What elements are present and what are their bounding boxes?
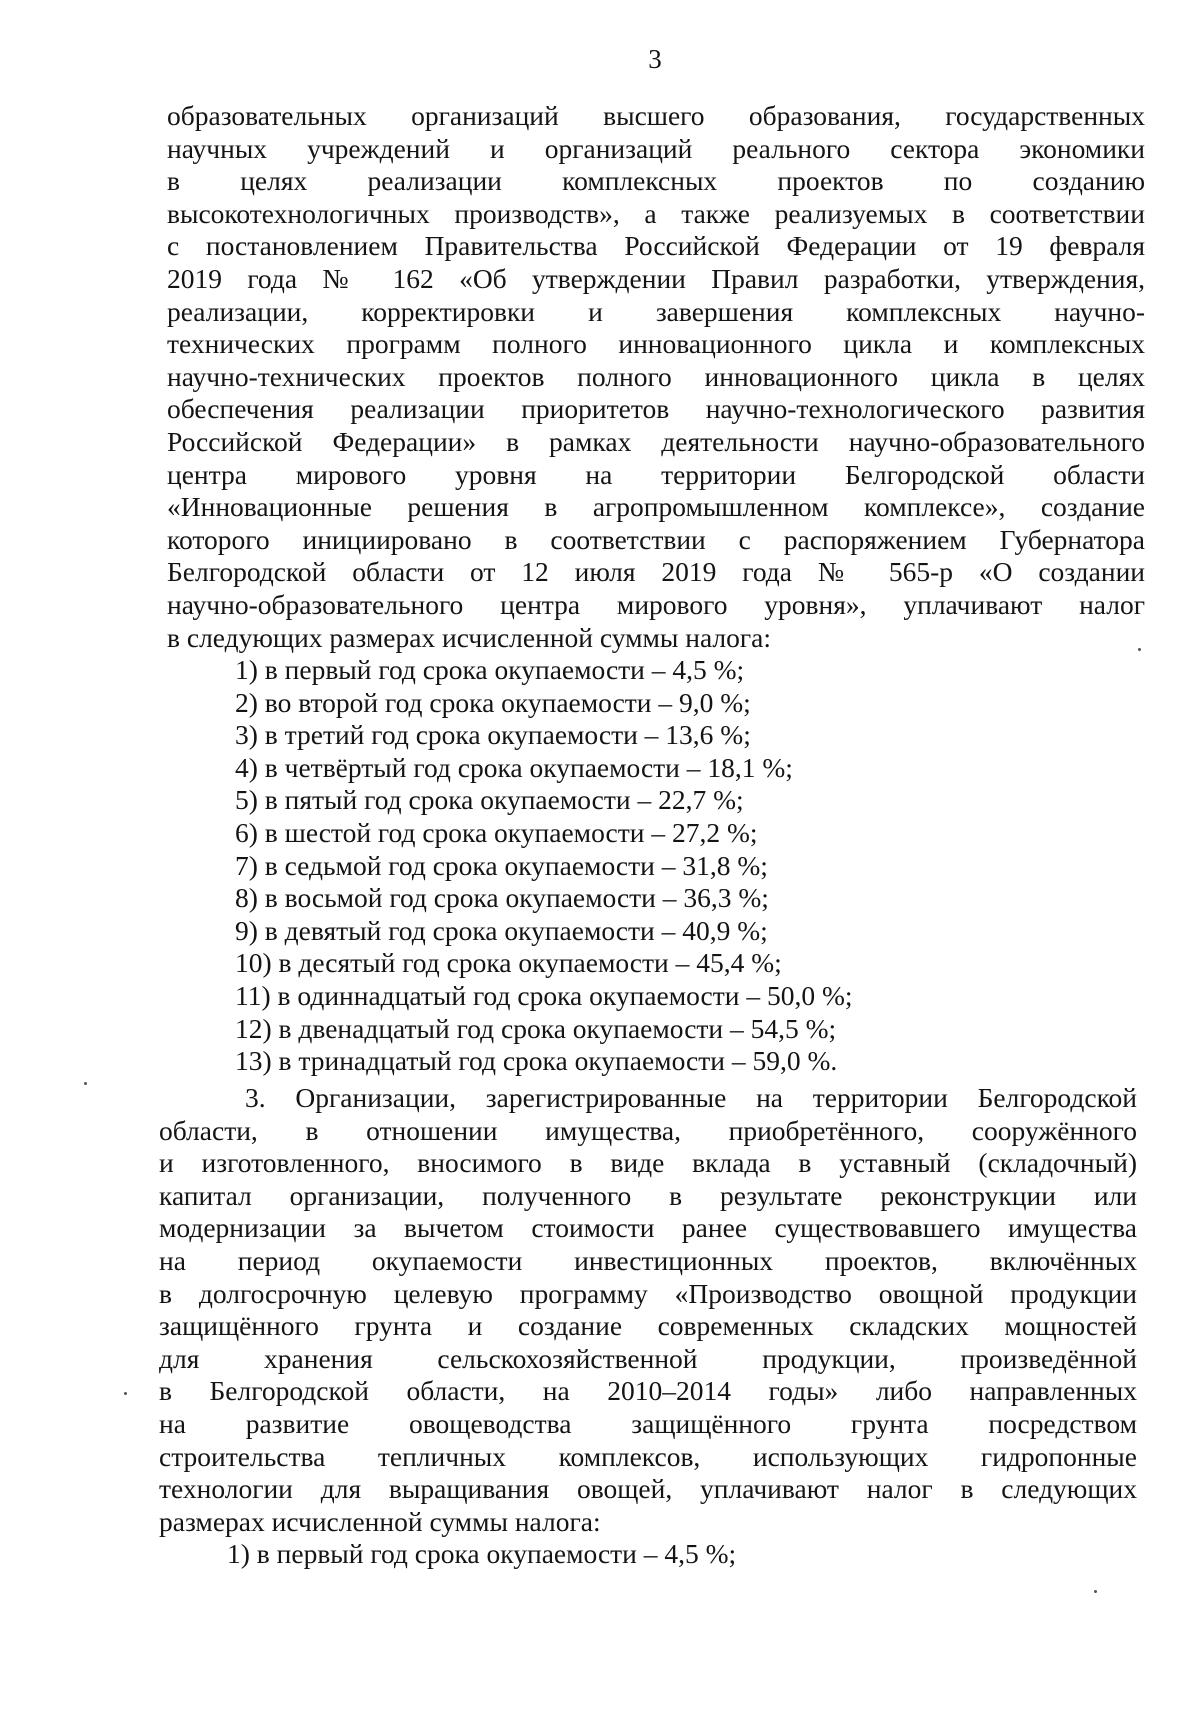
- paragraph-continued: [167, 100, 1145, 1078]
- text-line: Российской Федерации» в рамках деятельности научно-образовательного: [167, 425, 1145, 457]
- text-line: в целях реализации комплексных проектов по созданию: [167, 165, 1145, 197]
- text-line: высокотехнологичных производств», а также реализуемых в соответствии: [167, 197, 1145, 229]
- list-item: 12) в двенадцатый год срока окупаемости – 54,5 %;: [235, 1012, 837, 1044]
- text-line: научно-технических проектов полного инновационного цикла в целях: [167, 360, 1145, 392]
- text-line: с постановлением Правительства Российской Федерации от 19 февраля: [167, 230, 1145, 262]
- list-item: 9) в девятый год срока окупаемости – 40,9 %;: [235, 914, 768, 946]
- text-line: центра мирового уровня на территории Белгородской области: [167, 458, 1145, 490]
- text-line: на период окупаемости инвестиционных проектов, включённых: [159, 1244, 1137, 1276]
- text-line: строительства тепличных комплексов, использующих гидропонные: [159, 1440, 1137, 1472]
- paragraph-three: [159, 1082, 1137, 1571]
- scan-speck: [1138, 648, 1141, 651]
- text-line: в следующих размерах исчисленной суммы налога:: [167, 621, 772, 653]
- list-item: 1) в первый год срока окупаемости – 4,5 %;: [235, 654, 745, 686]
- list-item: 5) в пятый год срока окупаемости – 22,7 %;: [235, 784, 744, 816]
- text-line: защищённого грунта и создание современных складских мощностей: [159, 1310, 1137, 1342]
- text-line: в Белгородской области, на 2010–2014 годы» либо направленных: [159, 1375, 1137, 1407]
- list-item: 7) в седьмой год срока окупаемости – 31,8 %;: [235, 849, 768, 881]
- scan-speck: [124, 1392, 127, 1395]
- text-line: научных учреждений и организаций реального сектора экономики: [167, 132, 1145, 164]
- text-line: размерах исчисленной суммы налога:: [159, 1505, 601, 1537]
- list-item: 3) в третий год срока окупаемости – 13,6 %;: [235, 719, 751, 751]
- list-item: 1) в первый год срока окупаемости – 4,5 %;: [227, 1538, 737, 1570]
- text-line: «Инновационные решения в агропромышленном комплексе», создание: [167, 491, 1145, 523]
- text-line: и изготовленного, вносимого в виде вклада в уставный (складочный): [159, 1147, 1137, 1179]
- list-item: 2) во второй год срока окупаемости – 9,0 %;: [235, 686, 751, 718]
- list-item: 11) в одиннадцатый год срока окупаемости – 50,0 %;: [235, 980, 853, 1012]
- text-line: реализации, корректировки и завершения комплексных научно-: [167, 295, 1145, 327]
- text-line: для хранения сельскохозяйственной продукции, произведённой: [159, 1342, 1137, 1374]
- text-line: обеспечения реализации приоритетов научно-технологического развития: [167, 393, 1145, 425]
- text-line: технологии для выращивания овощей, уплачивают налог в следующих: [159, 1473, 1137, 1505]
- text-line: на развитие овощеводства защищённого грунта посредством: [159, 1407, 1137, 1439]
- text-line: 2019 года № 162 «Об утверждении Правил разработки, утверждения,: [167, 262, 1145, 294]
- text-line: образовательных организаций высшего образования, государственных: [167, 100, 1145, 131]
- text-line: в долгосрочную целевую программу «Производство овощной продукции: [159, 1277, 1137, 1309]
- text-line: которого инициировано в соответствии с распоряжением Губернатора: [167, 523, 1145, 555]
- text-line: модернизации за вычетом стоимости ранее существовавшего имущества: [159, 1212, 1137, 1244]
- list-item: 6) в шестой год срока окупаемости – 27,2 %;: [235, 817, 758, 849]
- text-line: научно-образовательного центра мирового уровня», уплачивают налог: [167, 588, 1145, 620]
- page-number: 3: [648, 44, 662, 74]
- list-item: 10) в десятый год срока окупаемости – 45,4 %;: [235, 947, 782, 979]
- list-item: 4) в четвёртый год срока окупаемости – 18,1 %;: [235, 751, 793, 783]
- text-line: Белгородской области от 12 июля 2019 года № 565-р «О создании: [167, 556, 1145, 588]
- text-line: технических программ полного инновационного цикла и комплексных: [167, 328, 1145, 360]
- text-line: капитал организации, полученного в результате реконструкции или: [159, 1179, 1137, 1211]
- text-line: 3. Организации, зарегистрированные на территории Белгородской: [245, 1082, 1137, 1113]
- list-item: 13) в тринадцатый год срока окупаемости – 59,0 %.: [235, 1045, 838, 1077]
- scan-speck: [84, 1082, 87, 1085]
- list-item: 8) в восьмой год срока окупаемости – 36,3 %;: [235, 882, 769, 914]
- text-line: области, в отношении имущества, приобретённого, сооружённого: [159, 1114, 1137, 1146]
- scan-speck: [1094, 1590, 1097, 1593]
